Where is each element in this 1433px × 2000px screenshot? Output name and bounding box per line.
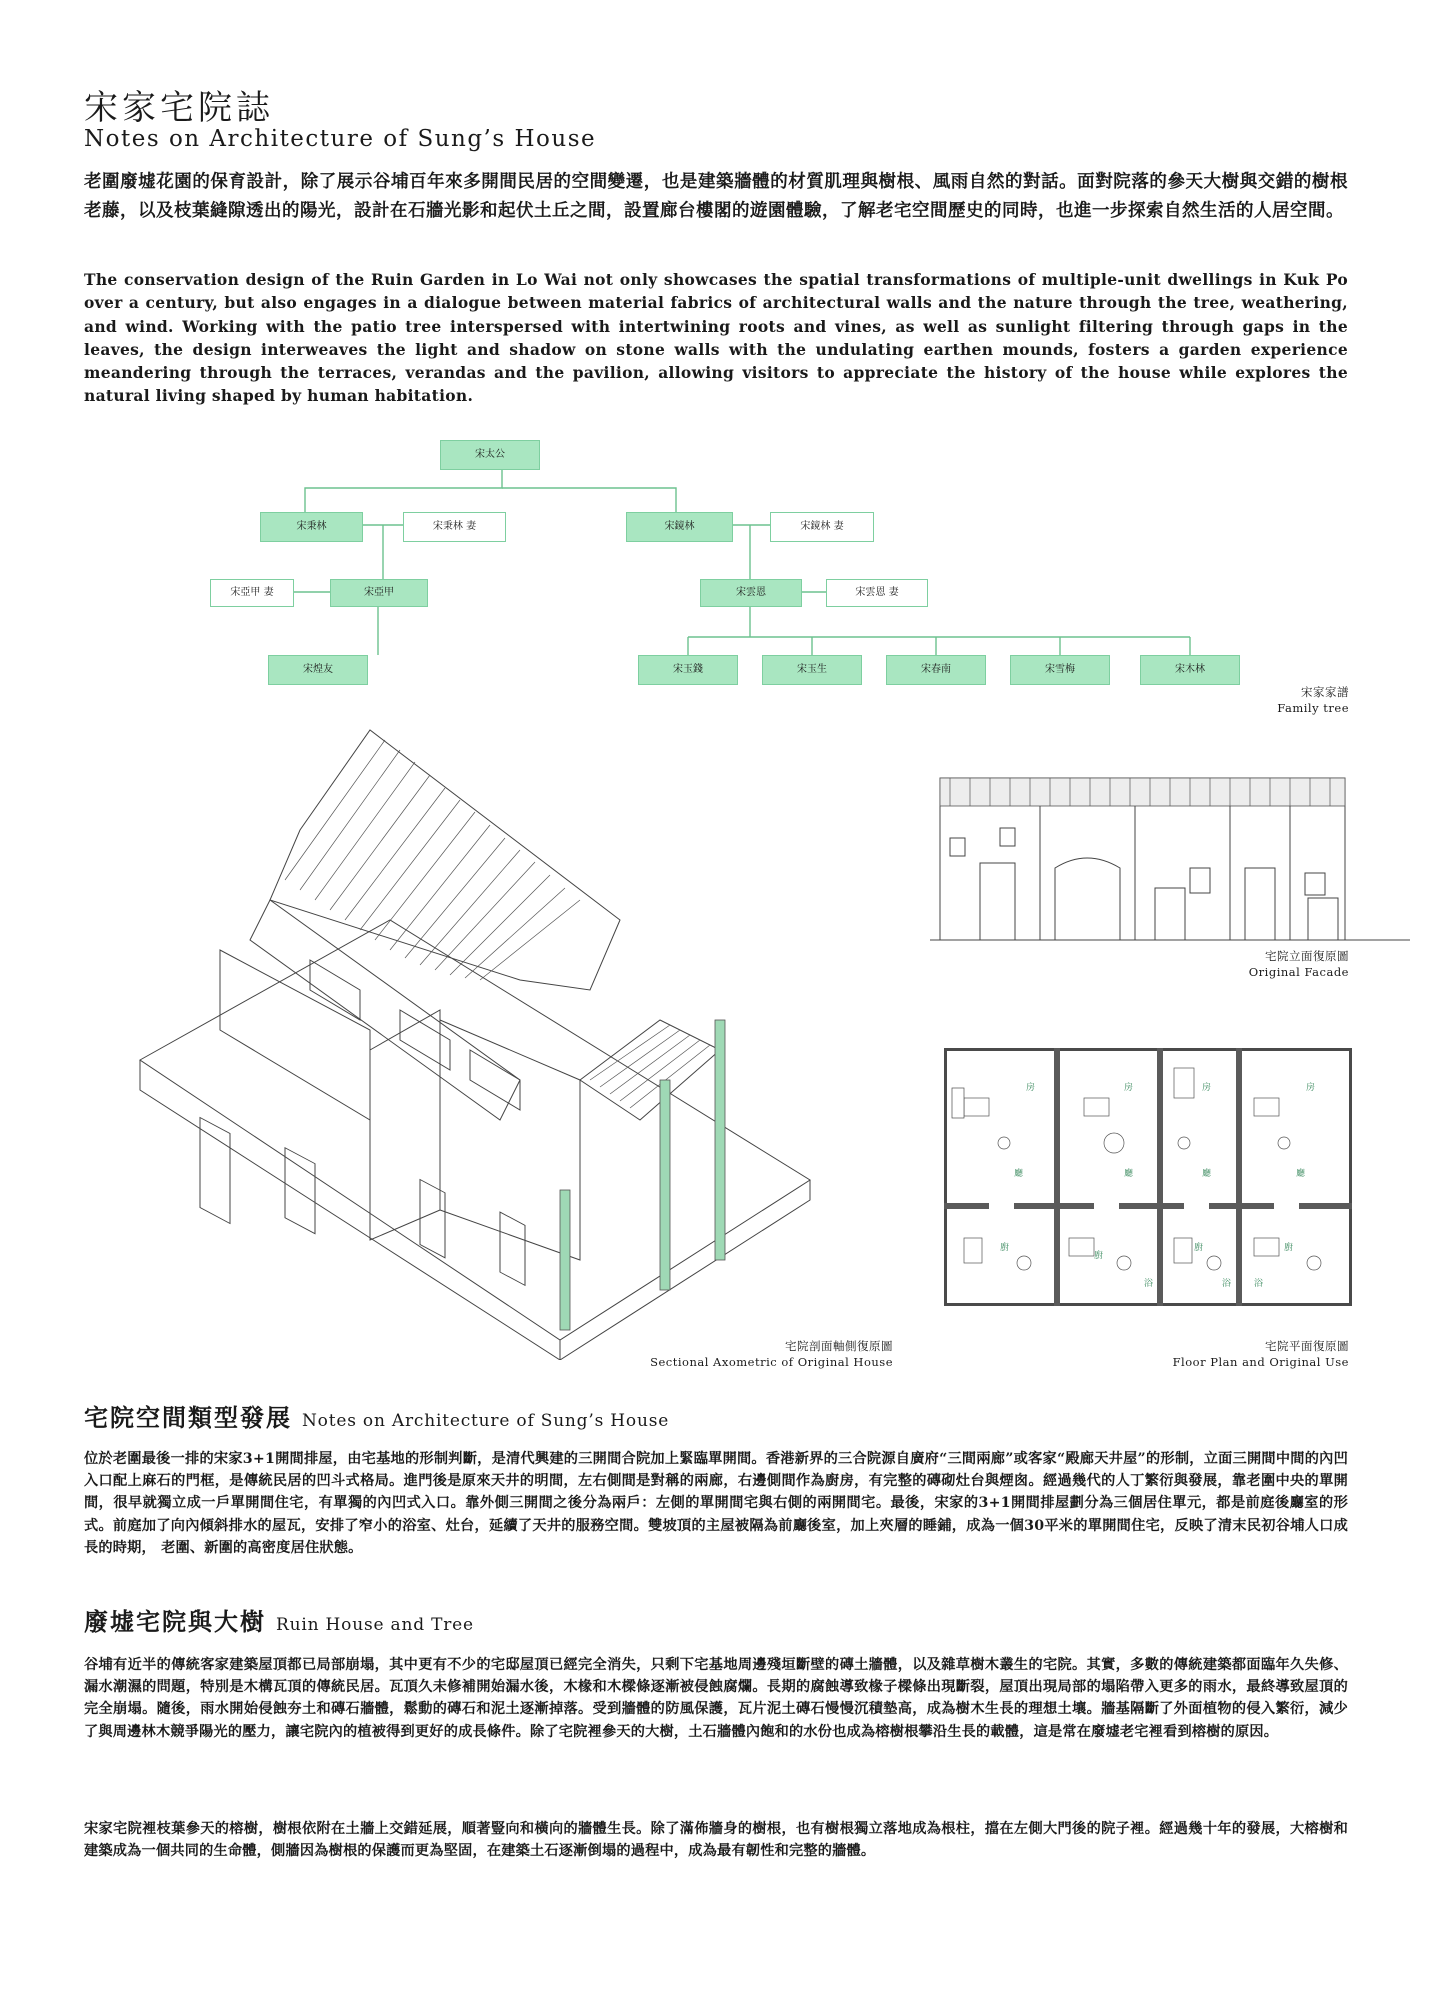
tree-node-gen3: 宋亞甲 xyxy=(330,579,428,607)
tree-node-gen3-spouse: 宋亞甲 妻 xyxy=(210,579,294,607)
room-label: 房 xyxy=(1202,1083,1212,1093)
tree-node-gen3-spouse: 宋雲恩 妻 xyxy=(826,579,928,607)
room-label: 浴 xyxy=(1222,1279,1232,1289)
floor-plan-caption: 宅院平面復原圖 Floor Plan and Original Use xyxy=(1172,1339,1349,1369)
page-title-en: Notes on Architecture of Sung’s House xyxy=(84,126,597,152)
tree-node-root: 宋太公 xyxy=(440,440,540,470)
room-label: 浴 xyxy=(1144,1279,1154,1289)
axonometric-drawing xyxy=(120,720,820,1360)
facade-drawing xyxy=(930,768,1410,943)
section-heading-typology-en: Notes on Architecture of Sung’s House xyxy=(302,1411,670,1431)
axonometric-caption: 宅院剖面軸側復原圖 Sectional Axometric of Original House xyxy=(650,1339,893,1369)
page-title-zh: 宋家宅院誌 xyxy=(84,88,274,128)
room-label: 房 xyxy=(1026,1083,1036,1093)
section-ruin-body-1: 谷埔有近半的傳統客家建築屋頂都已局部崩塌，其中更有不少的宅邸屋頂已經完全消失，只剩下宅基地周邊殘垣斷壁的磚土牆體，以及雜草樹木叢生的宅院。其實，多數的傳統建築都面臨年久失修、漏水潮濕的問題，特別是木構瓦頂的傳統民居。瓦頂久未修補開始漏水後，木椽和木樑條逐漸被侵蝕腐爛。長期的腐蝕導致椽子樑條出現斷裂，屋頂出現局部的塌陷帶入更多的雨水，最終導致屋頂的完全崩塌。隨後，雨水開始侵蝕夯土和磚石牆體，鬆動的磚石和泥土逐漸掉落。受到牆體的防風保護，瓦片泥土磚石慢慢沉積墊高，成為樹木生長的理想土壤。牆基隔斷了外面植物的侵入繁衍，減少了與周邊林木競爭陽光的壓力，讓宅院內的植被得到更好的成長條件。除了宅院裡參天的大樹，土石牆體內飽和的水份也成為榕樹根攀沿生長的載體，這是常在廢墟老宅裡看到榕樹的原因。 xyxy=(84,1657,1348,1740)
room-label: 廳 xyxy=(1124,1169,1134,1179)
tree-node-gen2-spouse: 宋鏡林 妻 xyxy=(770,512,874,542)
room-label: 廚 xyxy=(1284,1243,1294,1253)
section-ruin-body-2: 宋家宅院裡枝葉參天的榕樹，樹根依附在土牆上交錯延展，順著豎向和橫向的牆體生長。除了滿佈牆身的樹根，也有樹根獨立落地成為根柱，擋在左側大門後的院子裡。經過幾十年的發展，大榕樹和建築成為一個共同的生命體，側牆因為樹根的保護而更為堅固，在建築土石逐漸倒塌的過程中，成為最有韌性和完整的牆體。 xyxy=(84,1821,1348,1860)
room-label: 廳 xyxy=(1296,1169,1306,1179)
intro-paragraph-en: The conservation design of the Ruin Garden in Lo Wai not only showcases the spatial transformations of multiple-unit dwellings in Kuk Po over a century, but also engages in a dialogue between material fabrics of architectural walls and the nature through the tree, weathering, and wind. Working with the patio tree interspersed with intertwining roots and vines, as well as sunlight filtering through gaps in the leaves, the design interweaves the light and shadow on stone walls with the undulating earthen mounds, fosters a garden experience meandering through the terraces, verandas and the pavilion, allowing visitors to appreciate the history of the house while explores the natural living shaped by human habitation. xyxy=(84,270,1348,406)
tree-node-gen4: 宋木林 xyxy=(1140,655,1240,685)
room-label: 廳 xyxy=(1014,1169,1024,1179)
section-heading-ruin-zh: 廢墟宅院與大樹 xyxy=(84,1607,266,1636)
tree-node-gen4: 宋煌友 xyxy=(268,655,368,685)
section-heading-ruin xyxy=(84,1602,474,1637)
room-label: 廚 xyxy=(1000,1243,1010,1253)
family-tree-lines xyxy=(0,0,1433,720)
room-label: 浴 xyxy=(1254,1279,1264,1289)
room-label: 廚 xyxy=(1194,1243,1204,1253)
floor-plan-room-labels xyxy=(944,1048,1352,1306)
section-heading-typology xyxy=(84,1398,669,1433)
tree-node-gen3: 宋雲恩 xyxy=(700,579,802,607)
room-label: 房 xyxy=(1306,1083,1316,1093)
tree-node-gen4: 宋玉錢 xyxy=(638,655,738,685)
tree-node-gen4: 宋雪梅 xyxy=(1010,655,1110,685)
room-label: 廳 xyxy=(1202,1169,1212,1179)
tree-node-gen2: 宋秉林 xyxy=(260,512,363,542)
room-label: 廚 xyxy=(1094,1251,1104,1261)
section-typology-body: 位於老圍最後一排的宋家3+1開間排屋，由宅基地的形制判斷，是清代興建的三開間合院加上緊臨單開間。香港新界的三合院源自廣府“三間兩廊”或客家“殿廊天井屋”的形制，立面三開間中間的內凹入口配上麻石的門框，是傳統民居的凹斗式格局。進門後是原來天井的明間，左右側間是對稱的兩廊，右邊側間作為廚房，有完整的磚砌灶台與煙囪。經過幾代的人丁繁衍與發展，靠老圍中央的單開間，很早就獨立成一戶單開間住宅，有單獨的內凹式入口。靠外側三開間之後分為兩戶：左側的單開間宅與右側的兩開間宅。最後，宋家的3+1開間排屋劃分為三個居住單元，都是前庭後廳室的形式。前庭加了向內傾斜排水的屋瓦，安排了窄小的浴室、灶台，延續了天井的服務空間。雙坡頂的主屋被隔為前廳後室，加上夾層的睡鋪，成為一個30平米的單開間住宅，反映了清末民初谷埔人口成長的時期， 老圍、新圍的高密度居住狀態。 xyxy=(84,1451,1348,1556)
family-tree-caption: 宋家家譜 Family tree xyxy=(1277,685,1349,715)
tree-node-gen2: 宋鏡林 xyxy=(626,512,733,542)
room-label: 房 xyxy=(1124,1083,1134,1093)
section-heading-typology-zh: 宅院空間類型發展 xyxy=(84,1403,292,1432)
tree-node-gen4: 宋春南 xyxy=(886,655,986,685)
tree-node-gen2-spouse: 宋秉林 妻 xyxy=(403,512,506,542)
intro-paragraph-zh: 老圍廢墟花園的保育設計，除了展示谷埔百年來多開間民居的空間變遷，也是建築牆體的材質肌理與樹根、風雨自然的對話。面對院落的參天大樹與交錯的樹根老藤，以及枝葉縫隙透出的陽光，設計在石牆光影和起伏土丘之間，設置廊台樓閣的遊園體驗，了解老宅空間歷史的同時，也進一步探索自然生活的人居空間。 xyxy=(84,172,1348,221)
facade-caption: 宅院立面復原圖 Original Facade xyxy=(1248,949,1349,979)
section-heading-ruin-en: Ruin House and Tree xyxy=(276,1615,474,1635)
tree-node-gen4: 宋玉生 xyxy=(762,655,862,685)
